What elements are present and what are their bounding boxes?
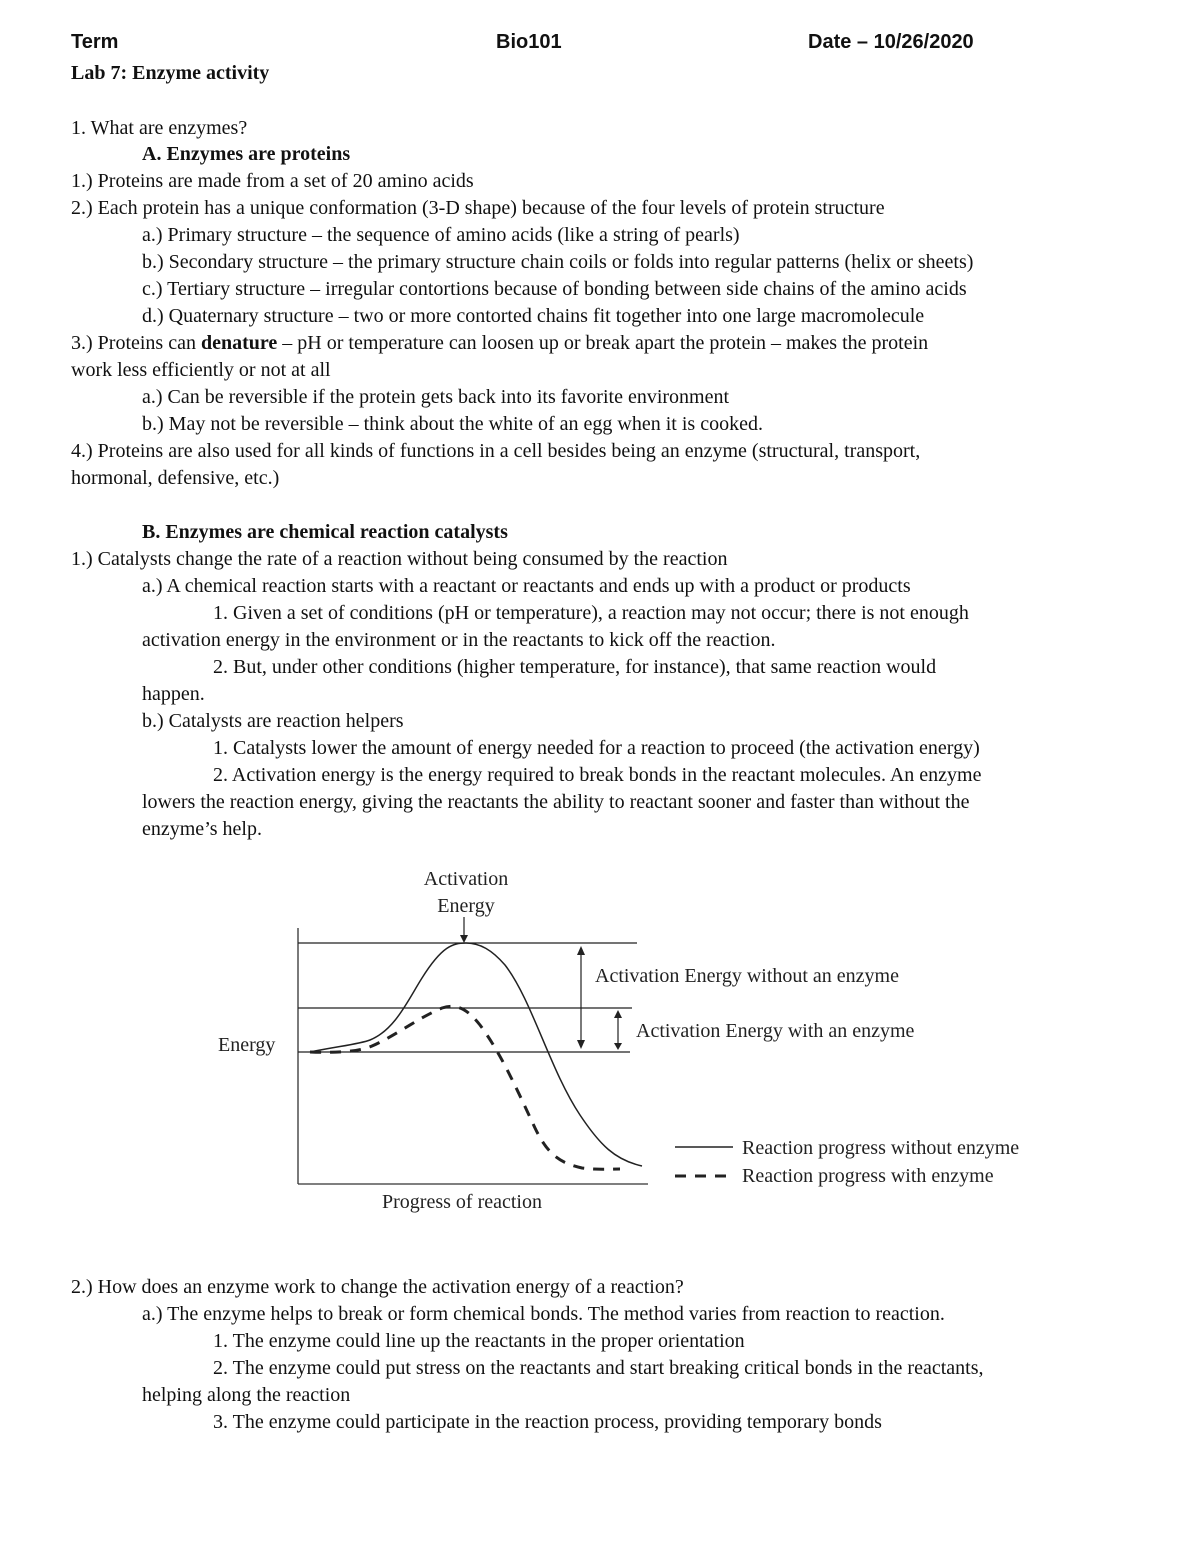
section-a-point-3-cont: work less efficiently or not at all — [71, 359, 331, 381]
section-a-point-3 — [71, 330, 928, 357]
header-term: Term — [71, 31, 119, 53]
curve-with-enzyme — [310, 1006, 620, 1169]
section-b-point-1b2-cont1: lowers the reaction energy, giving the reactants the ability to reactant sooner and faster than without the — [142, 791, 970, 813]
section-b-point-1a1-cont: activation energy in the environment or in the reactants to kick off the reaction. — [142, 629, 776, 651]
ae-with-enzyme-arrow — [614, 1010, 622, 1050]
section-a-point-2c: c.) Tertiary structure – irregular contortions because of bonding between side chains of the amino acids — [142, 278, 967, 300]
section-b-point-1a: a.) A chemical reaction starts with a reactant or reactants and ends up with a product or products — [142, 575, 911, 597]
question-1: 1. What are enzymes? — [71, 117, 248, 139]
section-b-point-1b: b.) Catalysts are reaction helpers — [142, 710, 404, 732]
point-3-prefix: 3.) Proteins can — [71, 332, 201, 354]
question-2-point-a2: 2. The enzyme could put stress on the reactants and start breaking critical bonds in the reactants, — [213, 1357, 984, 1379]
section-b-point-1b2-cont2: enzyme’s help. — [142, 818, 262, 840]
section-b-point-1a2: 2. But, under other conditions (higher temperature, for instance), that same reaction would — [213, 656, 937, 678]
section-a-point-2d: d.) Quaternary structure – two or more contorted chains fit together into one large macromolecule — [142, 305, 925, 327]
section-b-point-1a1: 1. Given a set of conditions (pH or temperature), a reaction may not occur; there is not enough — [213, 602, 969, 624]
question-2: 2.) How does an enzyme work to change the activation energy of a reaction? — [71, 1276, 684, 1298]
section-b-point-1b2: 2. Activation energy is the energy required to break bonds in the reactant molecules. An enzyme — [213, 764, 982, 786]
legend-solid-label: Reaction progress without enzyme — [742, 1137, 1020, 1159]
point-3-suffix: – pH or temperature can loosen up or break apart the protein – makes the protein — [277, 332, 929, 354]
section-a-point-1: 1.) Proteins are made from a set of 20 amino acids — [71, 170, 474, 192]
denature-term: denature — [200, 332, 278, 354]
question-2-point-a1: 1. The enzyme could line up the reactants in the proper orientation — [213, 1330, 745, 1352]
ae-without-enzyme-label: Activation Energy without an enzyme — [595, 965, 899, 987]
question-2-point-a3: 3. The enzyme could participate in the reaction process, providing temporary bonds — [213, 1411, 882, 1433]
section-b-point-1: 1.) Catalysts change the rate of a reaction without being consumed by the reaction — [71, 548, 728, 570]
activation-energy-pointer — [460, 917, 468, 943]
legend-dashed-label: Reaction progress with enzyme — [742, 1165, 994, 1187]
section-a-point-4-cont: hormonal, defensive, etc.) — [71, 467, 280, 489]
question-2-point-a2-cont: helping along the reaction — [142, 1384, 351, 1406]
section-a-point-3b: b.) May not be reversible – think about the white of an egg when it is cooked. — [142, 413, 763, 435]
header-date: Date – 10/26/2020 — [808, 31, 974, 53]
section-b-heading: B. Enzymes are chemical reaction catalysts — [142, 521, 508, 543]
lab-title: Lab 7: Enzyme activity — [71, 62, 270, 84]
ae-without-enzyme-arrow — [577, 946, 585, 1049]
section-b-point-1b1: 1. Catalysts lower the amount of energy needed for a reaction to proceed (the activation energy) — [213, 737, 980, 759]
fig-top-label-1: Activation — [423, 868, 509, 890]
curve-without-enzyme — [310, 943, 642, 1166]
ae-with-enzyme-label: Activation Energy with an enzyme — [636, 1020, 915, 1042]
header-course: Bio101 — [496, 31, 562, 53]
section-a-point-4: 4.) Proteins are also used for all kinds of functions in a cell besides being an enzyme (structural, transport, — [71, 440, 921, 462]
section-a-point-2a: a.) Primary structure – the sequence of amino acids (like a string of pearls) — [142, 224, 740, 246]
y-axis-label: Energy — [218, 1034, 276, 1056]
section-a-point-2: 2.) Each protein has a unique conformation (3-D shape) because of the four levels of protein structure — [71, 197, 885, 219]
energy-diagram — [210, 860, 1070, 1220]
question-2-point-a: a.) The enzyme helps to break or form chemical bonds. The method varies from reaction to reaction. — [142, 1303, 945, 1325]
section-a-point-2b: b.) Secondary structure – the primary structure chain coils or folds into regular patterns (helix or sheets) — [142, 251, 974, 273]
section-b-point-1a2-cont: happen. — [142, 683, 205, 705]
section-a-heading: A. Enzymes are proteins — [142, 143, 351, 165]
fig-top-label-2: Energy — [437, 895, 495, 917]
x-axis-label: Progress of reaction — [382, 1191, 542, 1213]
section-a-point-3a: a.) Can be reversible if the protein gets back into its favorite environment — [142, 386, 730, 408]
